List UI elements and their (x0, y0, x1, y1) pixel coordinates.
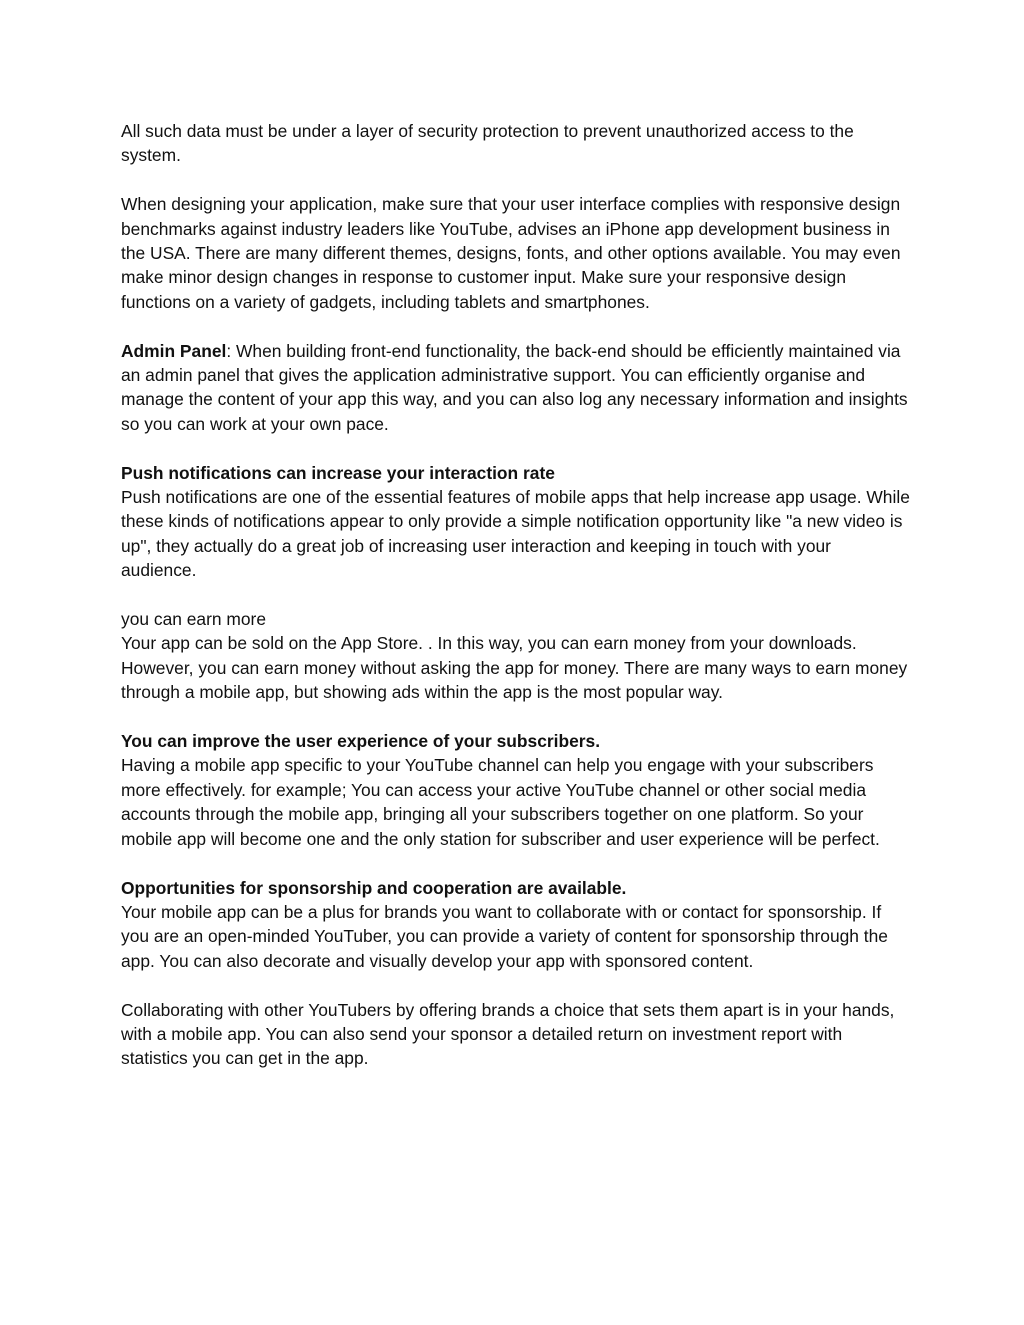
sponsorship-heading: Opportunities for sponsorship and cooperation are available. (121, 877, 627, 898)
earn-more-heading: you can earn more (121, 609, 267, 630)
section-sponsorship (121, 876, 911, 974)
user-experience-heading: You can improve the user experience of your subscribers. (121, 731, 601, 752)
paragraph-collaborating: Collaborating with other YouTubers by offering brands a choice that sets them apart is in your hands, with a mobile app. You can also send your sponsor a detailed return on investment report with statistics you can get in the app. (121, 999, 895, 1069)
push-notifications-text: Push notifications are one of the essential features of mobile apps that help increase app usage. While these kinds of notifications appear to only provide a simple notification opportunity like "a new video is up", they actually do a great job of increasing user interaction and keeping in touch with your audience. (121, 487, 910, 581)
document-page (121, 119, 911, 1071)
user-experience-text: Having a mobile app specific to your YouTube channel can help you engage with your subscribers more effectively. for example; You can access your active YouTube channel or other social media accounts through the mobile app, bringing all your subscribers together on one platform. So your mobile app will become one and the only station for subscriber and user experience will be perfect. (121, 755, 880, 849)
admin-panel-label: Admin Panel (121, 340, 227, 361)
section-user-experience (121, 729, 911, 851)
push-notifications-heading: Push notifications can increase your interaction rate (121, 462, 555, 483)
section-earn-more (121, 607, 911, 705)
paragraph-security: All such data must be under a layer of security protection to prevent unauthorized access to the system. (121, 121, 854, 166)
admin-panel-text: : When building front-end functionality, the back-end should be efficiently maintained via an admin panel that gives the application administrative support. You can efficiently organise and manage the content of your app this way, and you can also log any necessary information and insights so you can work at your own pace. (121, 340, 908, 434)
sponsorship-text: Your mobile app can be a plus for brands you want to collaborate with or contact for sponsorship. If you are an open-minded YouTuber, you can provide a variety of content for sponsorship through the app. You can also decorate and visually develop your app with sponsored content. (121, 901, 888, 971)
section-push-notifications (121, 461, 911, 583)
paragraph-responsive-design: When designing your application, make sure that your user interface complies with responsive design benchmarks against industry leaders like YouTube, advises an iPhone app development business in the USA. There are many different themes, designs, fonts, and other options available. You may even make minor design changes in response to customer input. Make sure your responsive design functions on a variety of gadgets, including tablets and smartphones. (121, 194, 901, 312)
earn-more-text: Your app can be sold on the App Store. . In this way, you can earn money from your downloads. However, you can earn money without asking the app for money. There are many ways to earn money through a mobile app, but showing ads within the app is the most popular way. (121, 633, 908, 703)
paragraph-admin-panel (121, 339, 911, 437)
